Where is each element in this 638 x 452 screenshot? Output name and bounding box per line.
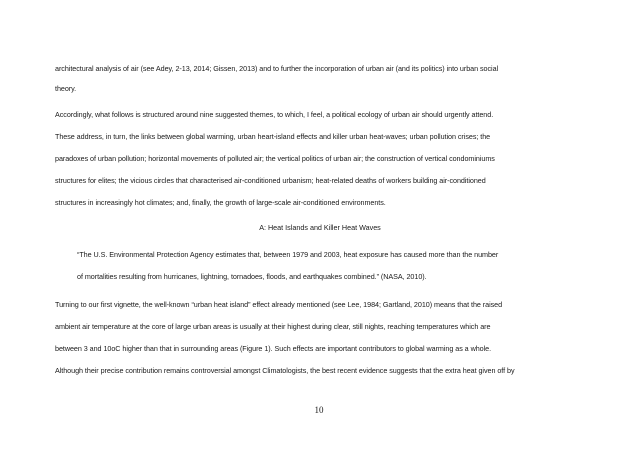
block-quote-line: “The U.S. Environmental Protection Agency estimates that, between 1979 and 2003, heat exposure has caused more than the number <box>77 250 499 259</box>
page-number: 10 <box>314 405 324 415</box>
block-quote-line: of mortalities resulting from hurricanes, lightning, tornadoes, floods, and earthquakes combined.” (NASA, 2010). <box>77 272 427 281</box>
paragraph-line: theory. <box>55 84 77 93</box>
section-heading: A: Heat Islands and Killer Heat Waves <box>259 223 381 232</box>
paragraph-line: These address, in turn, the links between global warming, urban heart-island effects and killer urban heat-waves; urban pollution crises; the <box>55 132 491 141</box>
paragraph-line: paradoxes of urban pollution; horizontal movements of polluted air; the vertical politics of urban air; the construction of vertical condominiums <box>55 154 495 163</box>
paragraph-line: Although their precise contribution remains controversial amongst Climatologists, the best recent evidence suggests that the extra heat given off by <box>55 366 515 375</box>
paragraph-line: structures for elites; the vicious circles that characterised air-conditioned urbanism; heat-related deaths of workers building air-conditioned <box>55 176 486 185</box>
paragraph-line: between 3 and 10oC higher than that in surrounding areas (Figure 1). Such effects are important contributors to global warming as a whole. <box>55 344 492 353</box>
paragraph-line: structures in increasingly hot climates; and, finally, the growth of large-scale air-conditioned environments. <box>55 198 386 207</box>
paragraph-line: ambient air temperature at the core of large urban areas is usually at their highest during clear, still nights, reaching temperatures which are <box>55 322 491 331</box>
paragraph-line: Accordingly, what follows is structured around nine suggested themes, to which, I feel, a political ecology of urban air should urgently attend. <box>55 110 494 119</box>
paragraph-line: architectural analysis of air (see Adey, 2-13, 2014; Gissen, 2013) and to further the incorporation of urban air (and its politics) into urban social <box>55 64 499 73</box>
paragraph-line: Turning to our first vignette, the well-known “urban heat island” effect already mentioned (see Lee, 1984; Gartland, 2010) means that the raised <box>55 300 503 309</box>
